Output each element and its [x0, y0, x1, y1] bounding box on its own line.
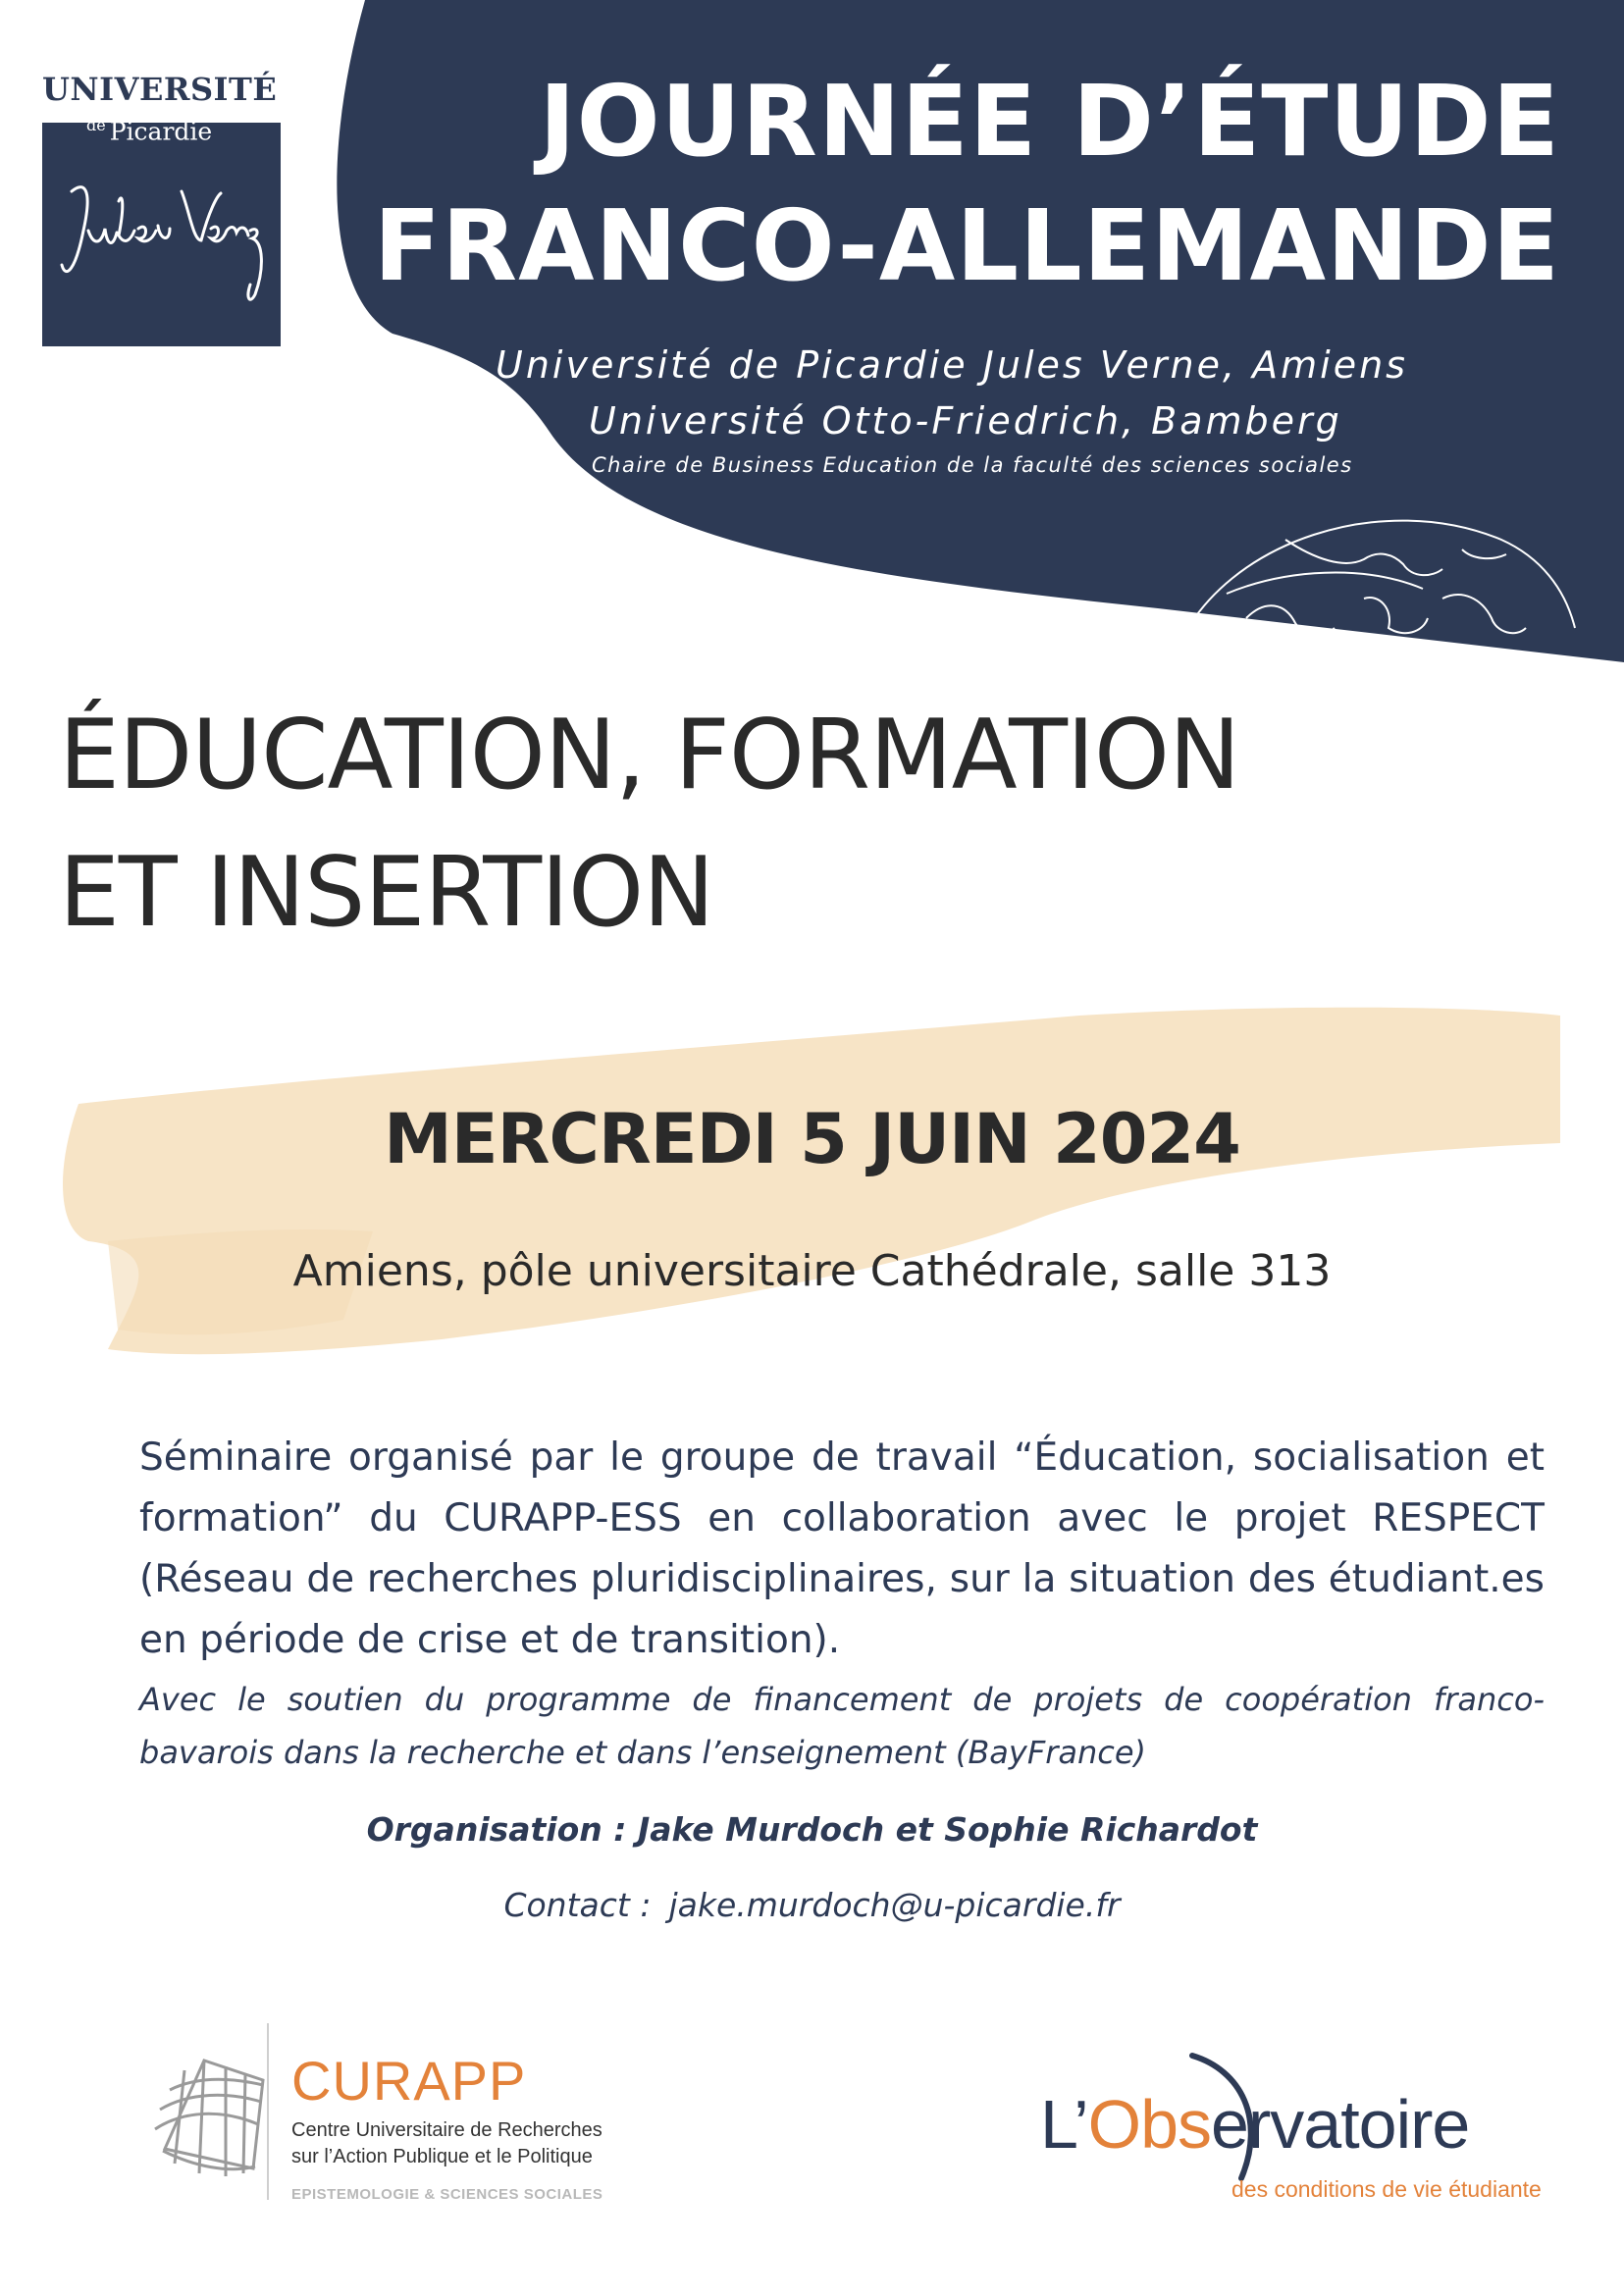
funding-support: Avec le soutien du programme de financement de projets de coopération franco-bavarois dans la recherche et dans l’enseignement (BayFrance) — [139, 1681, 1545, 1771]
seminar-description: Séminaire organisé par le groupe de travail “Éducation, socialisation et formation” du CURAPP-ESS en collaboration avec le projet RESPECT (Réseau de recherches pluridisciplinaires, sur la situation des étudiant.es en période de crise et de transition). — [139, 1435, 1545, 1662]
curapp-globe-icon — [145, 2041, 273, 2188]
event-date: MERCREDI 5 JUIN 2024 — [384, 1099, 1240, 1179]
obs-name-part3: ervatoire — [1211, 2086, 1470, 2163]
curapp-divider — [267, 2023, 269, 2200]
event-place: Amiens, pôle universitaire Cathédrale, salle 313 — [292, 1246, 1332, 1296]
globe-icon — [1168, 500, 1580, 667]
event-title-line1: JOURNÉE D’ÉTUDE — [539, 64, 1560, 179]
obs-name-part2: Obs — [1087, 2086, 1212, 2163]
main-title-line1: ÉDUCATION, FORMATION — [59, 700, 1240, 811]
curapp-tagline-3: EPISTEMOLOGIE & SCIENCES SOCIALES — [291, 2186, 603, 2203]
main-title — [59, 687, 1239, 962]
obs-name-part1: L’ — [1040, 2086, 1088, 2163]
logo-de: de — [86, 116, 106, 134]
logo-picardie-text: Picardie — [109, 117, 213, 146]
contact-label: Contact : — [503, 1886, 652, 1924]
contact-email[interactable]: jake.murdoch@u-picardie.fr — [668, 1886, 1121, 1924]
observatoire-logo-name — [1040, 2085, 1469, 2164]
signature-icon — [54, 172, 275, 309]
logo-university-text: UNIVERSITÉ — [42, 71, 278, 108]
contact-line — [0, 1886, 1624, 1924]
institution-amiens: Université de Picardie Jules Verne, Amiens — [496, 343, 1408, 387]
organisers: Organisation : Jake Murdoch et Sophie Richardot — [366, 1810, 1258, 1849]
main-title-line2: ET INSERTION — [59, 837, 714, 949]
curapp-tagline-2: sur l’Action Publique et le Politique — [291, 2146, 593, 2167]
event-title-line2: FRANCO-ALLEMANDE — [373, 188, 1560, 303]
brush-stroke-decoration — [49, 996, 1580, 1388]
institution-chair: Chaire de Business Education de la faculté des sciences sociales — [592, 453, 1353, 477]
observatoire-subtitle: des conditions de vie étudiante — [1231, 2176, 1542, 2202]
logo-picardie — [86, 116, 212, 145]
curapp-logo-name: CURAPP — [291, 2050, 527, 2112]
curapp-tagline-1: Centre Universitaire de Recherches — [291, 2119, 602, 2141]
institution-bamberg: Université Otto-Friedrich, Bamberg — [589, 399, 1342, 443]
